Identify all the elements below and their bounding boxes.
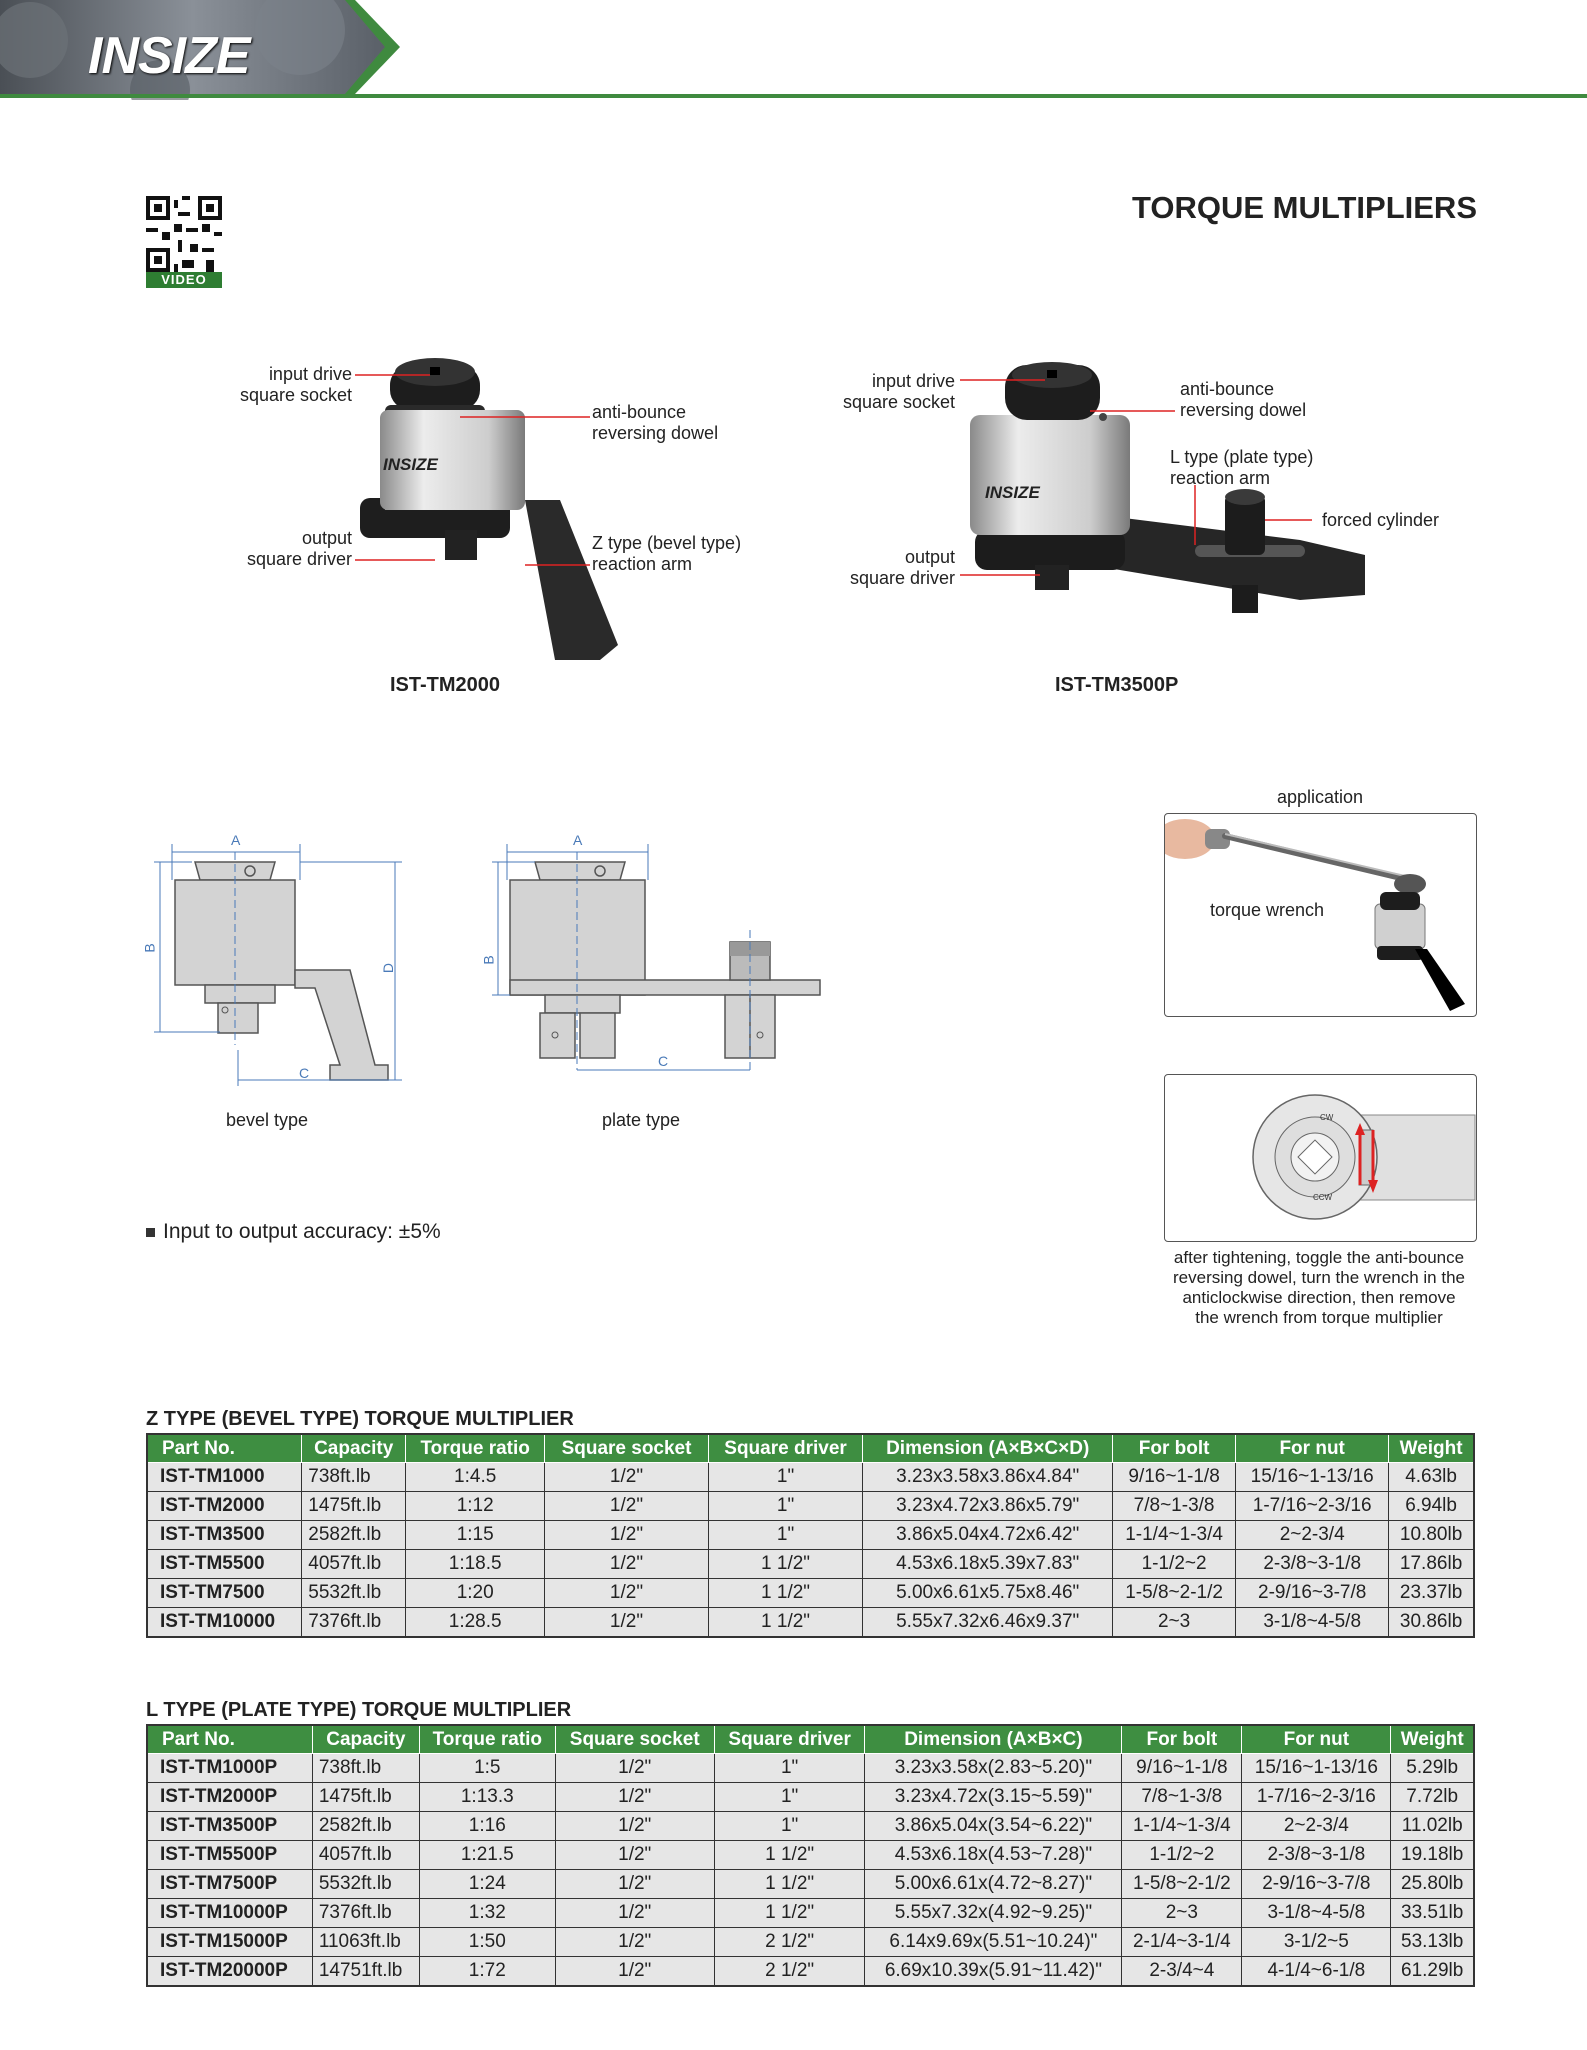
table-cell: 23.37lb	[1389, 1579, 1474, 1608]
table-cell: 25.80lb	[1391, 1870, 1474, 1899]
table-cell: 1:15	[406, 1521, 545, 1550]
column-header: For bolt	[1113, 1434, 1236, 1463]
table-cell: IST-TM2000	[147, 1492, 302, 1521]
table-cell: 1475ft.lb	[312, 1783, 419, 1812]
table-cell: 1/2"	[555, 1957, 714, 1987]
column-header: Square driver	[708, 1434, 863, 1463]
table-cell: 1"	[708, 1492, 863, 1521]
z-type-spec-table	[146, 1433, 1475, 1638]
table-row	[147, 1550, 1474, 1579]
table-cell: 1/2"	[545, 1463, 708, 1492]
accuracy-note: Input to output accuracy: ±5%	[146, 1220, 441, 1244]
table-cell: 1:13.3	[419, 1783, 555, 1812]
table-row	[147, 1492, 1474, 1521]
table-cell: 1-7/16~2-3/16	[1236, 1492, 1389, 1521]
table-cell: 2582ft.lb	[302, 1521, 406, 1550]
bevel-dim-d: D	[380, 962, 397, 974]
column-header: Weight	[1389, 1434, 1474, 1463]
table-cell: 1/2"	[555, 1783, 714, 1812]
table-cell: 7/8~1-3/8	[1113, 1492, 1236, 1521]
table-cell: 3-1/2~5	[1242, 1928, 1391, 1957]
model-label-ist-tm2000: IST-TM2000	[390, 674, 501, 696]
table-cell: 15/16~1-13/16	[1236, 1463, 1389, 1492]
table-cell: IST-TM7500	[147, 1579, 302, 1608]
table-cell: 1"	[714, 1812, 865, 1841]
table-cell: 15/16~1-13/16	[1242, 1754, 1391, 1783]
column-header: Dimension (A×B×C)	[865, 1725, 1122, 1754]
table-cell: 9/16~1-1/8	[1113, 1463, 1236, 1492]
torque-wrench-label: torque wrench	[1210, 900, 1325, 920]
plate-type-drawing	[480, 830, 840, 1080]
dowel-illustration	[1165, 1075, 1476, 1241]
callout-output-driver-a: output square driver	[246, 528, 352, 569]
table-cell: IST-TM1000P	[147, 1754, 312, 1783]
table-row	[147, 1928, 1474, 1957]
table-row	[147, 1521, 1474, 1550]
table-cell: 1:18.5	[406, 1550, 545, 1579]
table-cell: 1:28.5	[406, 1608, 545, 1638]
table-cell: IST-TM10000P	[147, 1899, 312, 1928]
table-row	[147, 1579, 1474, 1608]
column-header: Capacity	[302, 1434, 406, 1463]
table-cell: 6.14x9.69x(5.51~10.24)"	[865, 1928, 1122, 1957]
table-cell: 5.29lb	[1391, 1754, 1474, 1783]
plate-dim-c: C	[658, 1053, 669, 1069]
table-cell: 2 1/2"	[714, 1957, 865, 1987]
table-cell: 2 1/2"	[714, 1928, 865, 1957]
table-cell: 7.72lb	[1391, 1783, 1474, 1812]
table-cell: 1"	[714, 1754, 865, 1783]
callout-lines-a	[350, 370, 600, 570]
table-cell: 1-1/4~1-3/4	[1122, 1812, 1242, 1841]
table-cell: 53.13lb	[1391, 1928, 1474, 1957]
column-header: Part No.	[147, 1725, 312, 1754]
table-row	[147, 1812, 1474, 1841]
table-row	[147, 1870, 1474, 1899]
table-cell: 5532ft.lb	[312, 1870, 419, 1899]
column-header: Part No.	[147, 1434, 302, 1463]
header-divider	[0, 94, 1587, 98]
table-cell: 11063ft.lb	[312, 1928, 419, 1957]
table-cell: 1:24	[419, 1870, 555, 1899]
table-cell: 3.23x4.72x(3.15~5.59)"	[865, 1783, 1122, 1812]
table-cell: 3-1/8~4-5/8	[1242, 1899, 1391, 1928]
table-cell: 2-3/8~3-1/8	[1242, 1841, 1391, 1870]
table-cell: 11.02lb	[1391, 1812, 1474, 1841]
callout-input-socket-a: input drive square socket	[239, 364, 352, 405]
table-cell: IST-TM20000P	[147, 1957, 312, 1987]
table-cell: IST-TM2000P	[147, 1783, 312, 1812]
table-cell: 14751ft.lb	[312, 1957, 419, 1987]
bevel-type-label: bevel type	[226, 1110, 309, 1130]
column-header: Capacity	[312, 1725, 419, 1754]
product-a-brand: INSIZE	[383, 455, 438, 474]
table-cell: 1:50	[419, 1928, 555, 1957]
table-cell: 17.86lb	[1389, 1550, 1474, 1579]
table-cell: 1-1/2~2	[1122, 1841, 1242, 1870]
table-cell: 1 1/2"	[714, 1870, 865, 1899]
table-cell: 2-3/4~4	[1122, 1957, 1242, 1987]
application-title: application	[1276, 787, 1364, 807]
table-row	[147, 1608, 1474, 1638]
table-cell: 1:5	[419, 1754, 555, 1783]
table-cell: 1/2"	[555, 1899, 714, 1928]
table-cell: 61.29lb	[1391, 1957, 1474, 1987]
table-cell: 1:16	[419, 1812, 555, 1841]
table-cell: 1/2"	[545, 1521, 708, 1550]
column-header: Square socket	[545, 1434, 708, 1463]
table-cell: 1 1/2"	[714, 1899, 865, 1928]
table-cell: 1:20	[406, 1579, 545, 1608]
table-cell: 4057ft.lb	[302, 1550, 406, 1579]
table-cell: 2~2-3/4	[1236, 1521, 1389, 1550]
table-cell: 30.86lb	[1389, 1608, 1474, 1638]
dowel-caption: after tightening, toggle the anti-bounce reversing dowel, turn the wrench in the anticlockwise direction, then remove the wrench from torque multiplier	[1173, 1248, 1465, 1327]
table-cell: IST-TM7500P	[147, 1870, 312, 1899]
l-type-spec-table	[146, 1724, 1475, 1987]
column-header: Torque ratio	[419, 1725, 555, 1754]
table-cell: 4-1/4~6-1/8	[1242, 1957, 1391, 1987]
table-cell: 6.69x10.39x(5.91~11.42)"	[865, 1957, 1122, 1987]
table-cell: 1-1/2~2	[1113, 1550, 1236, 1579]
table-cell: 1-5/8~2-1/2	[1122, 1870, 1242, 1899]
table-cell: 1:21.5	[419, 1841, 555, 1870]
table-cell: 1-7/16~2-3/16	[1242, 1783, 1391, 1812]
plate-type-label: plate type	[602, 1110, 681, 1130]
table-cell: IST-TM5500	[147, 1550, 302, 1579]
table-cell: 1"	[714, 1783, 865, 1812]
table-cell: 2582ft.lb	[312, 1812, 419, 1841]
table-cell: 1/2"	[545, 1608, 708, 1638]
table-cell: 2~3	[1113, 1608, 1236, 1638]
plate-dim-b: B	[480, 955, 497, 965]
table-cell: 1/2"	[545, 1492, 708, 1521]
table-cell: 1/2"	[545, 1579, 708, 1608]
table-cell: 1/2"	[555, 1928, 714, 1957]
table-cell: 3-1/8~4-5/8	[1236, 1608, 1389, 1638]
table-cell: IST-TM1000	[147, 1463, 302, 1492]
table-cell: 738ft.lb	[312, 1754, 419, 1783]
table-cell: 1-1/4~1-3/4	[1113, 1521, 1236, 1550]
table-cell: 1/2"	[555, 1754, 714, 1783]
table-cell: 1:12	[406, 1492, 545, 1521]
brand-logo: INSIZE	[88, 27, 250, 85]
table-cell: 1 1/2"	[708, 1550, 863, 1579]
table-cell: 4.63lb	[1389, 1463, 1474, 1492]
column-header: For nut	[1236, 1434, 1389, 1463]
column-header: For bolt	[1122, 1725, 1242, 1754]
table-cell: 5532ft.lb	[302, 1579, 406, 1608]
table-cell: 5.55x7.32x6.46x9.37"	[863, 1608, 1113, 1638]
ccw-label: CCW	[1313, 1193, 1333, 1202]
table-cell: IST-TM5500P	[147, 1841, 312, 1870]
bevel-type-drawing	[140, 830, 420, 1090]
qr-video-label: VIDEO	[146, 272, 222, 288]
product-b-brand: INSIZE	[985, 483, 1040, 502]
column-header: Weight	[1391, 1725, 1474, 1754]
page-title: TORQUE MULTIPLIERS	[1131, 190, 1477, 225]
table-cell: IST-TM15000P	[147, 1928, 312, 1957]
table-cell: 738ft.lb	[302, 1463, 406, 1492]
qr-code	[146, 196, 222, 272]
table-cell: 1"	[708, 1521, 863, 1550]
callout-dowel-b: anti-bounce reversing dowel	[1180, 379, 1307, 420]
table-cell: 3.23x4.72x3.86x5.79"	[863, 1492, 1113, 1521]
cw-label: CW	[1320, 1113, 1334, 1122]
table-cell: 33.51lb	[1391, 1899, 1474, 1928]
table-cell: 1 1/2"	[714, 1841, 865, 1870]
callout-arm-a: Z type (bevel type) reaction arm	[592, 533, 742, 574]
table-row	[147, 1754, 1474, 1783]
table-cell: 3.23x3.58x(2.83~5.20)"	[865, 1754, 1122, 1783]
column-header: Square socket	[555, 1725, 714, 1754]
table-cell: IST-TM3500	[147, 1521, 302, 1550]
table-cell: 3.23x3.58x3.86x4.84"	[863, 1463, 1113, 1492]
bullet-icon	[146, 1228, 155, 1237]
callout-dowel-a: anti-bounce reversing dowel	[592, 402, 719, 443]
table-cell: 2-9/16~3-7/8	[1236, 1579, 1389, 1608]
callout-forced-cylinder: forced cylinder	[1322, 510, 1440, 530]
table-row	[147, 1957, 1474, 1987]
column-header: Torque ratio	[406, 1434, 545, 1463]
l-table-title: L TYPE (PLATE TYPE) TORQUE MULTIPLIER	[146, 1699, 572, 1721]
table-cell: 1475ft.lb	[302, 1492, 406, 1521]
callout-arm-b: L type (plate type) reaction arm	[1170, 447, 1314, 488]
table-cell: 10.80lb	[1389, 1521, 1474, 1550]
table-cell: 2~2-3/4	[1242, 1812, 1391, 1841]
column-header: Square driver	[714, 1725, 865, 1754]
column-header: For nut	[1242, 1725, 1391, 1754]
table-cell: 1/2"	[555, 1812, 714, 1841]
table-row	[147, 1899, 1474, 1928]
bevel-dim-c: C	[299, 1065, 310, 1081]
table-cell: 1/2"	[555, 1870, 714, 1899]
table-cell: 1 1/2"	[708, 1608, 863, 1638]
z-table-title: Z TYPE (BEVEL TYPE) TORQUE MULTIPLIER	[146, 1408, 574, 1430]
table-cell: 3.86x5.04x(3.54~6.22)"	[865, 1812, 1122, 1841]
table-cell: 2~3	[1122, 1899, 1242, 1928]
bevel-dim-b: B	[141, 943, 158, 953]
table-cell: 1/2"	[555, 1841, 714, 1870]
table-cell: 1:32	[419, 1899, 555, 1928]
table-cell: IST-TM3500P	[147, 1812, 312, 1841]
table-row	[147, 1783, 1474, 1812]
table-cell: 7/8~1-3/8	[1122, 1783, 1242, 1812]
table-cell: 1:4.5	[406, 1463, 545, 1492]
table-cell: 5.00x6.61x5.75x8.46"	[863, 1579, 1113, 1608]
callout-output-driver-b: output square driver	[849, 547, 955, 588]
plate-dim-a: A	[573, 832, 583, 848]
table-cell: 6.94lb	[1389, 1492, 1474, 1521]
table-cell: IST-TM10000	[147, 1608, 302, 1638]
table-cell: 4.53x6.18x(4.53~7.28)"	[865, 1841, 1122, 1870]
column-header: Dimension (A×B×C×D)	[863, 1434, 1113, 1463]
table-cell: 1:72	[419, 1957, 555, 1987]
table-cell: 5.00x6.61x(4.72~8.27)"	[865, 1870, 1122, 1899]
table-cell: 1"	[708, 1463, 863, 1492]
dowel-box	[1164, 1074, 1477, 1242]
model-label-ist-tm3500p: IST-TM3500P	[1055, 674, 1179, 696]
table-cell: 4057ft.lb	[312, 1841, 419, 1870]
bevel-dim-a: A	[231, 832, 241, 848]
table-cell: 2-9/16~3-7/8	[1242, 1870, 1391, 1899]
table-cell: 1 1/2"	[708, 1579, 863, 1608]
table-row	[147, 1463, 1474, 1492]
table-cell: 1-5/8~2-1/2	[1113, 1579, 1236, 1608]
table-cell: 1/2"	[545, 1550, 708, 1579]
table-row	[147, 1841, 1474, 1870]
callout-input-socket-b: input drive square socket	[842, 371, 955, 412]
application-box	[1164, 813, 1477, 1017]
table-cell: 9/16~1-1/8	[1122, 1754, 1242, 1783]
table-cell: 2-1/4~3-1/4	[1122, 1928, 1242, 1957]
table-cell: 19.18lb	[1391, 1841, 1474, 1870]
table-cell: 4.53x6.18x5.39x7.83"	[863, 1550, 1113, 1579]
table-cell: 5.55x7.32x(4.92~9.25)"	[865, 1899, 1122, 1928]
table-cell: 7376ft.lb	[302, 1608, 406, 1638]
table-cell: 7376ft.lb	[312, 1899, 419, 1928]
table-cell: 2-3/8~3-1/8	[1236, 1550, 1389, 1579]
table-cell: 3.86x5.04x4.72x6.42"	[863, 1521, 1113, 1550]
